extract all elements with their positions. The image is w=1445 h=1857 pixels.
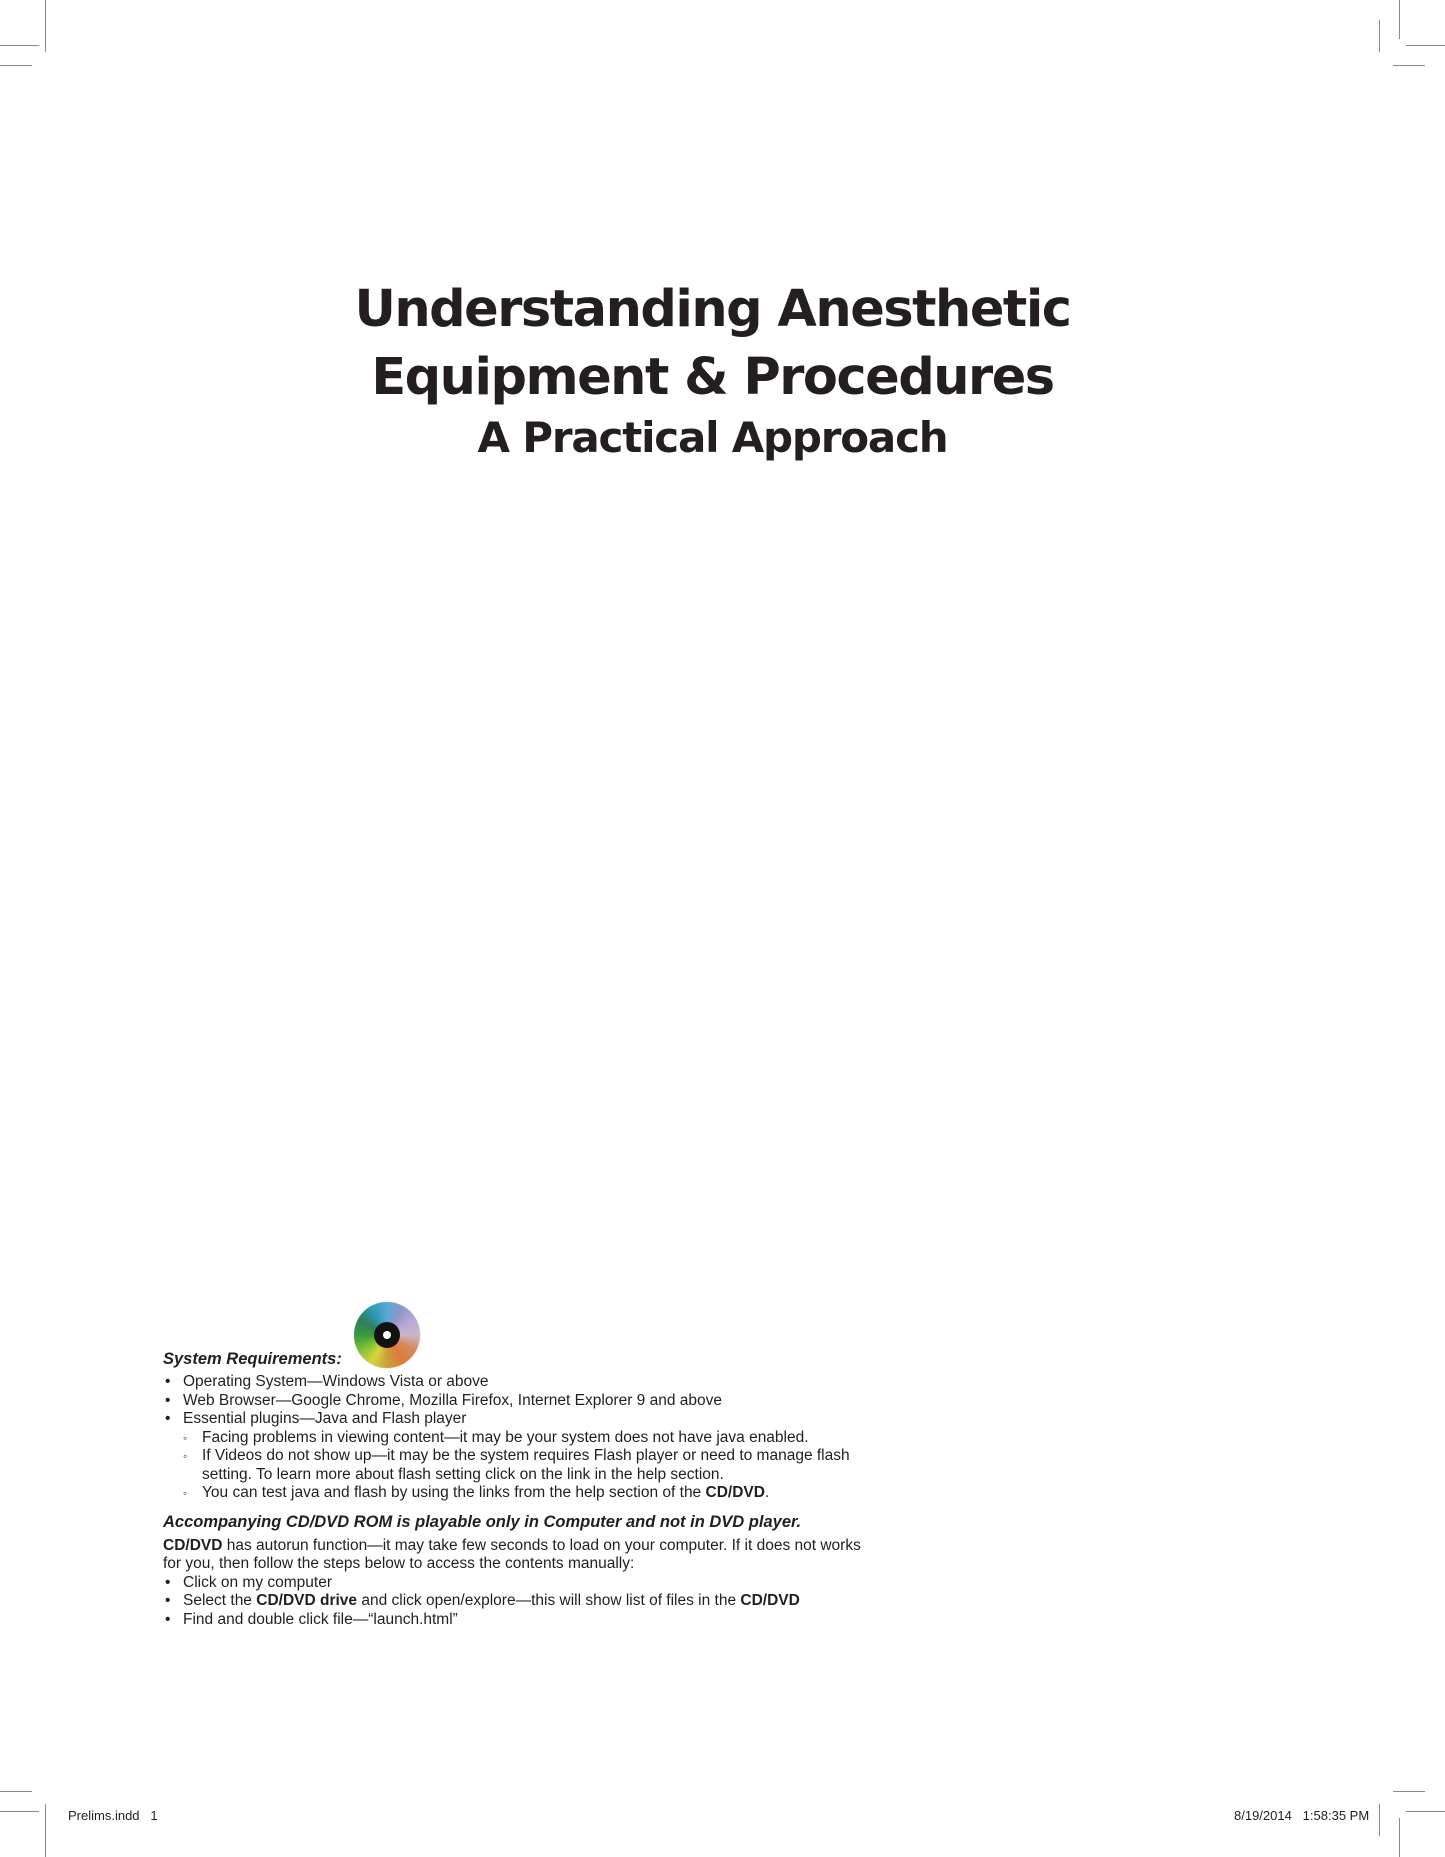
bullet-icon: • <box>165 1391 171 1409</box>
bold-text: CD/DVD <box>163 1536 223 1554</box>
crop-mark <box>1406 45 1445 46</box>
playable-note: Accompanying CD/DVD ROM is playable only in Computer and not in DVD player. <box>163 1512 802 1531</box>
book-title-line-2: Equipment & Procedures <box>371 348 1054 407</box>
title-block <box>0 276 1425 468</box>
crop-mark <box>0 1811 39 1812</box>
list-item-text: Operating System—Windows Vista or above <box>183 1373 489 1390</box>
list-item-text: Select the <box>183 1592 257 1609</box>
list-item <box>163 1611 863 1630</box>
crop-mark <box>45 1804 46 1857</box>
list-item <box>163 1392 863 1411</box>
slug-datetime: 8/19/2014 1:58:35 PM <box>1234 1808 1370 1823</box>
list-item <box>163 1373 863 1392</box>
sub-bullet-icon: ◦ <box>183 1430 188 1445</box>
list-item-text: Facing problems in viewing content—it may be your system does not have java enabled. <box>202 1428 809 1446</box>
plugin-notes-list <box>163 1429 863 1503</box>
crop-mark <box>1406 1811 1445 1812</box>
autorun-paragraph <box>163 1537 863 1574</box>
crop-mark <box>1379 1804 1380 1836</box>
bullet-icon: • <box>165 1573 171 1591</box>
list-item-text: Click on my computer <box>183 1573 333 1591</box>
list-item <box>163 1592 863 1611</box>
crop-mark <box>1399 1818 1400 1857</box>
crop-mark <box>1379 20 1380 52</box>
crop-mark <box>0 1791 32 1792</box>
crop-mark <box>45 0 46 52</box>
crop-mark <box>0 65 32 66</box>
crop-mark <box>1393 65 1425 66</box>
list-item <box>163 1484 863 1503</box>
list-item-text: Essential plugins—Java and Flash player <box>183 1410 467 1427</box>
crop-mark <box>0 45 39 46</box>
slug-filename: Prelims.indd 1 <box>68 1808 158 1823</box>
sub-bullet-icon: ◦ <box>183 1449 188 1463</box>
list-item <box>163 1410 863 1429</box>
list-item-text: You can test java and flash by using the links from the help section of the <box>202 1484 706 1501</box>
book-subtitle: A Practical Approach <box>477 413 948 462</box>
bold-text: CD/DVD drive <box>256 1592 358 1609</box>
list-item <box>163 1447 863 1484</box>
list-item-text: . <box>764 1484 770 1501</box>
bullet-icon: • <box>165 1373 171 1390</box>
sub-bullet-icon: ◦ <box>183 1486 188 1500</box>
manual-steps-list <box>163 1574 863 1630</box>
crop-mark <box>1399 0 1400 39</box>
bold-text: CD/DVD <box>740 1592 800 1609</box>
book-title-line-1: Understanding Anesthetic <box>354 280 1071 339</box>
list-item <box>163 1429 863 1448</box>
list-item-text: If Videos do not show up—it may be the system requires Flash player or need to manage flash setting. To learn more about flash setting click on the link in the help section. <box>202 1447 850 1483</box>
list-item-text: and click open/explore—this will show list of files in the <box>357 1592 741 1609</box>
bullet-icon: • <box>165 1592 171 1609</box>
system-requirements-section <box>163 1348 863 1629</box>
bullet-icon: • <box>165 1410 171 1427</box>
requirements-heading: System Requirements: <box>163 1350 342 1368</box>
bullet-icon: • <box>165 1610 171 1628</box>
list-item-text: Find and double click file—“launch.html” <box>183 1610 458 1628</box>
bold-text: CD/DVD <box>705 1484 765 1501</box>
list-item-text: Web Browser—Google Chrome, Mozilla Firefox, Internet Explorer 9 and above <box>183 1391 723 1409</box>
requirements-list <box>163 1373 863 1429</box>
crop-mark <box>1393 1791 1425 1792</box>
paragraph-text: has autorun function—it may take few seconds to load on your computer. If it does not works for you, then follow the steps below to access the contents manually: <box>163 1536 861 1572</box>
list-item <box>163 1574 863 1593</box>
